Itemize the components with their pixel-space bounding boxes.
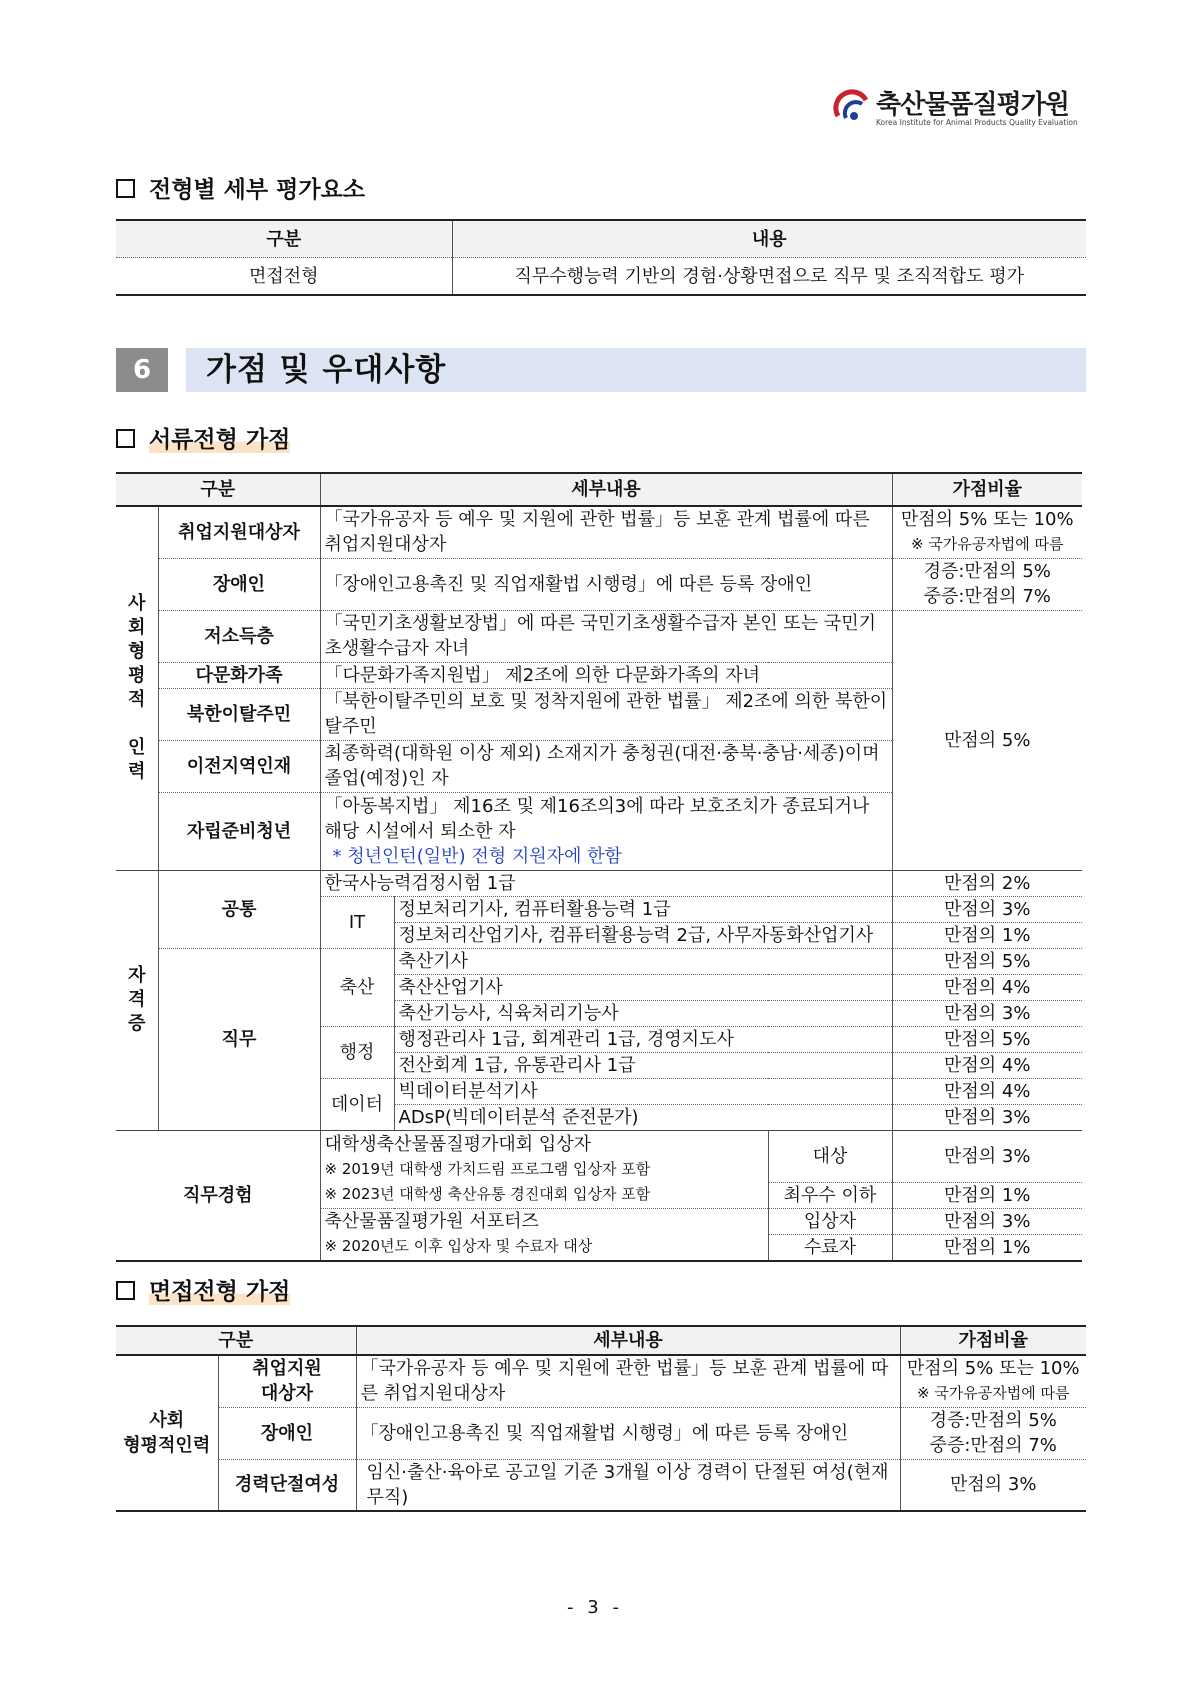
row-label: 이전지역인재 bbox=[158, 740, 320, 792]
interview-bonus-table bbox=[116, 1325, 1086, 1512]
row-detail: 「국민기초생활보장법」에 따른 국민기초생활수급자 본인 또는 국민기초생활수급자 자녀 bbox=[320, 610, 892, 662]
exp-ratio: 만점의 1% bbox=[892, 1234, 1082, 1261]
exp-grade: 입상자 bbox=[768, 1208, 892, 1234]
logo-mark-icon bbox=[832, 86, 872, 126]
row-label: 취업지원대상자 bbox=[158, 506, 320, 558]
row-ratio: 경증:만점의 5% 중증:만점의 7% bbox=[892, 558, 1082, 610]
row-detail: 「장애인고용촉진 및 직업재활법 시행령」에 따른 등록 장애인 bbox=[320, 558, 892, 610]
row-detail: 「다문화가족지원법」 제2조에 의한 다문화가족의 자녀 bbox=[320, 662, 892, 688]
table-row bbox=[116, 558, 1082, 610]
eval-table bbox=[116, 219, 1086, 296]
cert-ratio: 만점의 4% bbox=[892, 1078, 1082, 1104]
table-row bbox=[116, 1355, 1086, 1407]
cert-adm-label: 행정 bbox=[320, 1026, 394, 1078]
row-ratio: 만점의 5% 또는 10% ※ 국가유공자법에 따름 bbox=[900, 1355, 1086, 1407]
cert-ratio: 만점의 1% bbox=[892, 922, 1082, 948]
logo-subtitle: Korea Institute for Animal Products Quality Evaluation bbox=[876, 118, 1078, 127]
row-ratio: 경증:만점의 5% 중증:만점의 7% bbox=[900, 1407, 1086, 1459]
row-label: 경력단절여성 bbox=[218, 1459, 356, 1511]
exp-label: 직무경험 bbox=[182, 1184, 253, 1206]
row-label: 취업지원 대상자 bbox=[218, 1355, 356, 1407]
page-number: - 3 - bbox=[567, 1597, 623, 1618]
row-label: 장애인 bbox=[158, 558, 320, 610]
row-label: 장애인 bbox=[218, 1407, 356, 1459]
row-detail: 「북한이탈주민의 보호 및 정착지원에 관한 법률」 제2조에 의한 북한이탈주민 bbox=[320, 688, 892, 740]
col-header-ratio: 가점비율 bbox=[892, 473, 1082, 506]
exp-ratio: 만점의 1% bbox=[892, 1182, 1082, 1208]
row-label: 다문화가족 bbox=[158, 662, 320, 688]
table-header-row bbox=[116, 473, 1082, 506]
cert-it-label: IT bbox=[320, 896, 394, 948]
doc-bonus-heading: 서류전형 가점 bbox=[116, 421, 290, 454]
exp-ratio: 만점의 3% bbox=[892, 1130, 1082, 1182]
cert-item: 축산산업기사 bbox=[394, 974, 892, 1000]
cert-item: 축산기사 bbox=[394, 948, 892, 974]
col-header-category: 구분 bbox=[116, 1326, 356, 1355]
row-detail: 「국가유공자 등 예우 및 지원에 관한 법률」등 보훈 관계 법률에 따른 취업지원대상자 bbox=[320, 506, 892, 558]
cert-item: 축산기능사, 식육처리기능사 bbox=[394, 1000, 892, 1026]
row-label: 북한이탈주민 bbox=[158, 688, 320, 740]
cert-ratio: 만점의 4% bbox=[892, 1052, 1082, 1078]
row-detail: 최종학력(대학원 이상 제외) 소재지가 충청권(대전·충북·충남·세종)이며 졸업(예정)인 자 bbox=[320, 740, 892, 792]
row-label: 자립준비청년 bbox=[158, 792, 320, 870]
eval-row-content: 직무수행능력 기반의 경험·상황면접으로 직무 및 조직적합도 평가 bbox=[452, 258, 1086, 296]
row-detail: 「아동복지법」 제16조 및 제16조의3에 따라 보호조치가 종료되거나 해당 시설에서 퇴소한 자 * 청년인턴(일반) 전형 지원자에 한함 bbox=[320, 792, 892, 870]
exp-ratio: 만점의 3% bbox=[892, 1208, 1082, 1234]
table-row bbox=[116, 506, 1082, 558]
cert-ratio: 만점의 5% bbox=[892, 1026, 1082, 1052]
row-detail: 「장애인고용촉진 및 직업재활법 시행령」에 따른 등록 장애인 bbox=[356, 1407, 900, 1459]
group-cert-label: 자 격 증 bbox=[116, 870, 158, 1130]
table-row bbox=[116, 258, 1086, 296]
logo-name: 축산물품질평가원 bbox=[876, 90, 1069, 120]
organization-logo bbox=[832, 84, 1082, 130]
doc-bonus-table bbox=[116, 472, 1082, 1262]
col-header-detail: 세부내용 bbox=[320, 473, 892, 506]
cert-item: 전산회계 1급, 유통관리사 1급 bbox=[394, 1052, 892, 1078]
cert-item: 행정관리사 1급, 회계관리 1급, 경영지도사 bbox=[394, 1026, 892, 1052]
row-ratio: 만점의 3% bbox=[900, 1459, 1086, 1511]
eval-heading: 전형별 세부 평가요소 bbox=[116, 171, 365, 204]
cert-item: 한국사능력검정시험 1급 bbox=[320, 870, 892, 896]
col-header-category: 구분 bbox=[116, 473, 320, 506]
exp-item: 대학생축산물품질평가대회 입상자 ※ 2019년 대학생 가치드림 프로그램 입상자 포함 ※ 2023년 대학생 축산유통 경진대회 입상자 포함 bbox=[320, 1130, 768, 1208]
cert-ratio: 만점의 3% bbox=[892, 896, 1082, 922]
cert-item: ADsP(빅데이터분석 준전문가) bbox=[394, 1104, 892, 1130]
col-header-category: 구분 bbox=[116, 220, 452, 258]
cert-ratio: 만점의 5% bbox=[892, 948, 1082, 974]
row-detail: 「국가유공자 등 예우 및 지원에 관한 법률」등 보훈 관계 법률에 따른 취업지원대상자 bbox=[356, 1355, 900, 1407]
col-header-content: 내용 bbox=[452, 220, 1086, 258]
table-row bbox=[116, 610, 1082, 662]
section-number: 6 bbox=[116, 348, 168, 392]
cert-data-label: 데이터 bbox=[320, 1078, 394, 1130]
group-social-label: 사회 형평적인력 bbox=[123, 1410, 211, 1456]
table-row bbox=[116, 948, 1082, 974]
cert-ag-label: 축산 bbox=[320, 948, 394, 1026]
exp-grade: 대상 bbox=[768, 1130, 892, 1182]
cert-job-label: 직무 bbox=[158, 948, 320, 1130]
checkbox-square-icon bbox=[116, 179, 135, 198]
cert-ratio: 만점의 2% bbox=[892, 870, 1082, 896]
table-header-row bbox=[116, 220, 1086, 258]
table-row bbox=[116, 1130, 1082, 1182]
interview-bonus-heading: 면접전형 가점 bbox=[116, 1273, 290, 1306]
row-ratio: 만점의 5% 또는 10% ※ 국가유공자법에 따름 bbox=[892, 506, 1082, 558]
exp-grade: 수료자 bbox=[768, 1234, 892, 1261]
section-title: 가점 및 우대사항 bbox=[206, 352, 447, 388]
table-row bbox=[116, 870, 1082, 896]
cert-common-label: 공통 bbox=[158, 870, 320, 948]
col-header-ratio: 가점비율 bbox=[900, 1326, 1086, 1355]
cert-item: 빅데이터분석기사 bbox=[394, 1078, 892, 1104]
cert-item: 정보처리산업기사, 컴퓨터활용능력 2급, 사무자동화산업기사 bbox=[394, 922, 892, 948]
exp-item: 축산물품질평가원 서포터즈 ※ 2020년도 이후 입상자 및 수료자 대상 bbox=[320, 1208, 768, 1261]
cert-ratio: 만점의 3% bbox=[892, 1104, 1082, 1130]
table-row bbox=[116, 1459, 1086, 1511]
group-social-label: 사 회 형 평 적 인 력 bbox=[116, 506, 158, 870]
col-header-detail: 세부내용 bbox=[356, 1326, 900, 1355]
cert-item: 정보처리기사, 컴퓨터활용능력 1급 bbox=[394, 896, 892, 922]
cert-ratio: 만점의 4% bbox=[892, 974, 1082, 1000]
checkbox-square-icon bbox=[116, 429, 135, 448]
table-header-row bbox=[116, 1326, 1086, 1355]
row-label: 저소득층 bbox=[158, 610, 320, 662]
row-ratio: 만점의 5% bbox=[892, 610, 1082, 870]
eval-row-label: 면접전형 bbox=[248, 265, 319, 287]
cert-ratio: 만점의 3% bbox=[892, 1000, 1082, 1026]
row-detail: 임신·출산·육아로 공고일 기준 3개월 이상 경력이 단절된 여성(현재 무직) bbox=[356, 1459, 900, 1511]
exp-grade: 최우수 이하 bbox=[768, 1182, 892, 1208]
table-row bbox=[116, 1407, 1086, 1459]
checkbox-square-icon bbox=[116, 1281, 135, 1300]
